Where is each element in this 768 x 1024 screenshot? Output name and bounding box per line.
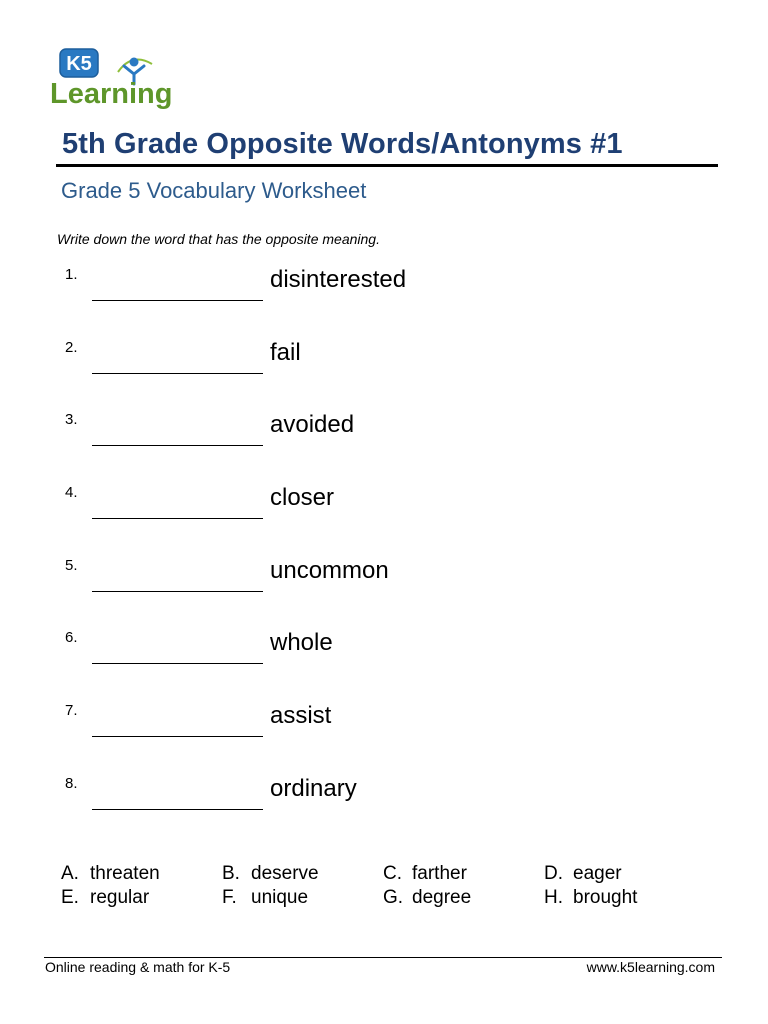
question-number: 4.	[65, 484, 78, 501]
logo-badge-text: K5	[66, 53, 92, 75]
choice-letter: B.	[222, 863, 240, 884]
question-word: fail	[270, 339, 301, 366]
choice-item	[544, 862, 721, 885]
choice-item	[61, 886, 222, 909]
answer-blank[interactable]	[92, 300, 263, 301]
question-number: 3.	[65, 411, 78, 428]
question-word: disinterested	[270, 266, 407, 293]
choice-letter: C.	[383, 863, 402, 884]
question-row	[0, 702, 768, 762]
answer-blank[interactable]	[92, 736, 263, 737]
question-row	[0, 266, 768, 326]
footer-divider	[44, 957, 722, 958]
choice-word: regular	[90, 887, 150, 908]
question-row	[0, 339, 768, 399]
question-number: 1.	[65, 266, 78, 283]
choice-item	[222, 862, 383, 885]
question-number: 8.	[65, 775, 78, 792]
choice-word: farther	[412, 863, 467, 884]
question-word: uncommon	[270, 557, 389, 584]
question-word: closer	[270, 484, 335, 511]
question-number: 6.	[65, 629, 78, 646]
footer-tagline: Online reading & math for K-5	[45, 959, 231, 975]
choice-item	[383, 862, 544, 885]
k5-learning-logo	[48, 44, 190, 112]
question-row	[0, 484, 768, 544]
question-row	[0, 411, 768, 471]
question-word: ordinary	[270, 775, 357, 802]
answer-blank[interactable]	[92, 591, 263, 592]
answer-blank[interactable]	[92, 663, 263, 664]
choice-word: degree	[412, 887, 472, 908]
answer-blank[interactable]	[92, 809, 263, 810]
worksheet-title: 5th Grade Opposite Words/Antonyms #1	[62, 128, 623, 160]
choice-word: brought	[573, 887, 638, 908]
choice-letter: G.	[383, 887, 404, 908]
choice-item	[544, 886, 721, 909]
question-row	[0, 629, 768, 689]
answer-blank[interactable]	[92, 373, 263, 374]
title-underline	[56, 164, 718, 167]
question-number: 7.	[65, 702, 78, 719]
logo-word-text: Learning	[50, 78, 173, 110]
choice-word: unique	[251, 887, 309, 908]
answer-blank[interactable]	[92, 518, 263, 519]
instructions-text: Write down the word that has the opposite meaning.	[57, 231, 380, 247]
answer-choices	[61, 862, 721, 909]
footer-website-link[interactable]: www.k5learning.com	[586, 959, 715, 975]
choice-word: deserve	[251, 863, 319, 884]
question-number: 2.	[65, 339, 78, 356]
question-row	[0, 557, 768, 617]
choice-letter: D.	[544, 863, 563, 884]
question-row	[0, 775, 768, 835]
answer-blank[interactable]	[92, 445, 263, 446]
question-word: assist	[270, 702, 332, 729]
choice-letter: E.	[61, 887, 79, 908]
choice-item	[222, 886, 383, 909]
worksheet-subtitle: Grade 5 Vocabulary Worksheet	[61, 178, 367, 203]
choice-item	[383, 886, 544, 909]
choice-letter: A.	[61, 863, 79, 884]
question-word: whole	[270, 629, 333, 656]
choice-letter: F.	[222, 887, 237, 908]
question-word: avoided	[270, 411, 355, 438]
choice-letter: H.	[544, 887, 563, 908]
choice-item	[61, 862, 222, 885]
choice-word: threaten	[90, 863, 160, 884]
question-number: 5.	[65, 557, 78, 574]
choice-word: eager	[573, 863, 622, 884]
